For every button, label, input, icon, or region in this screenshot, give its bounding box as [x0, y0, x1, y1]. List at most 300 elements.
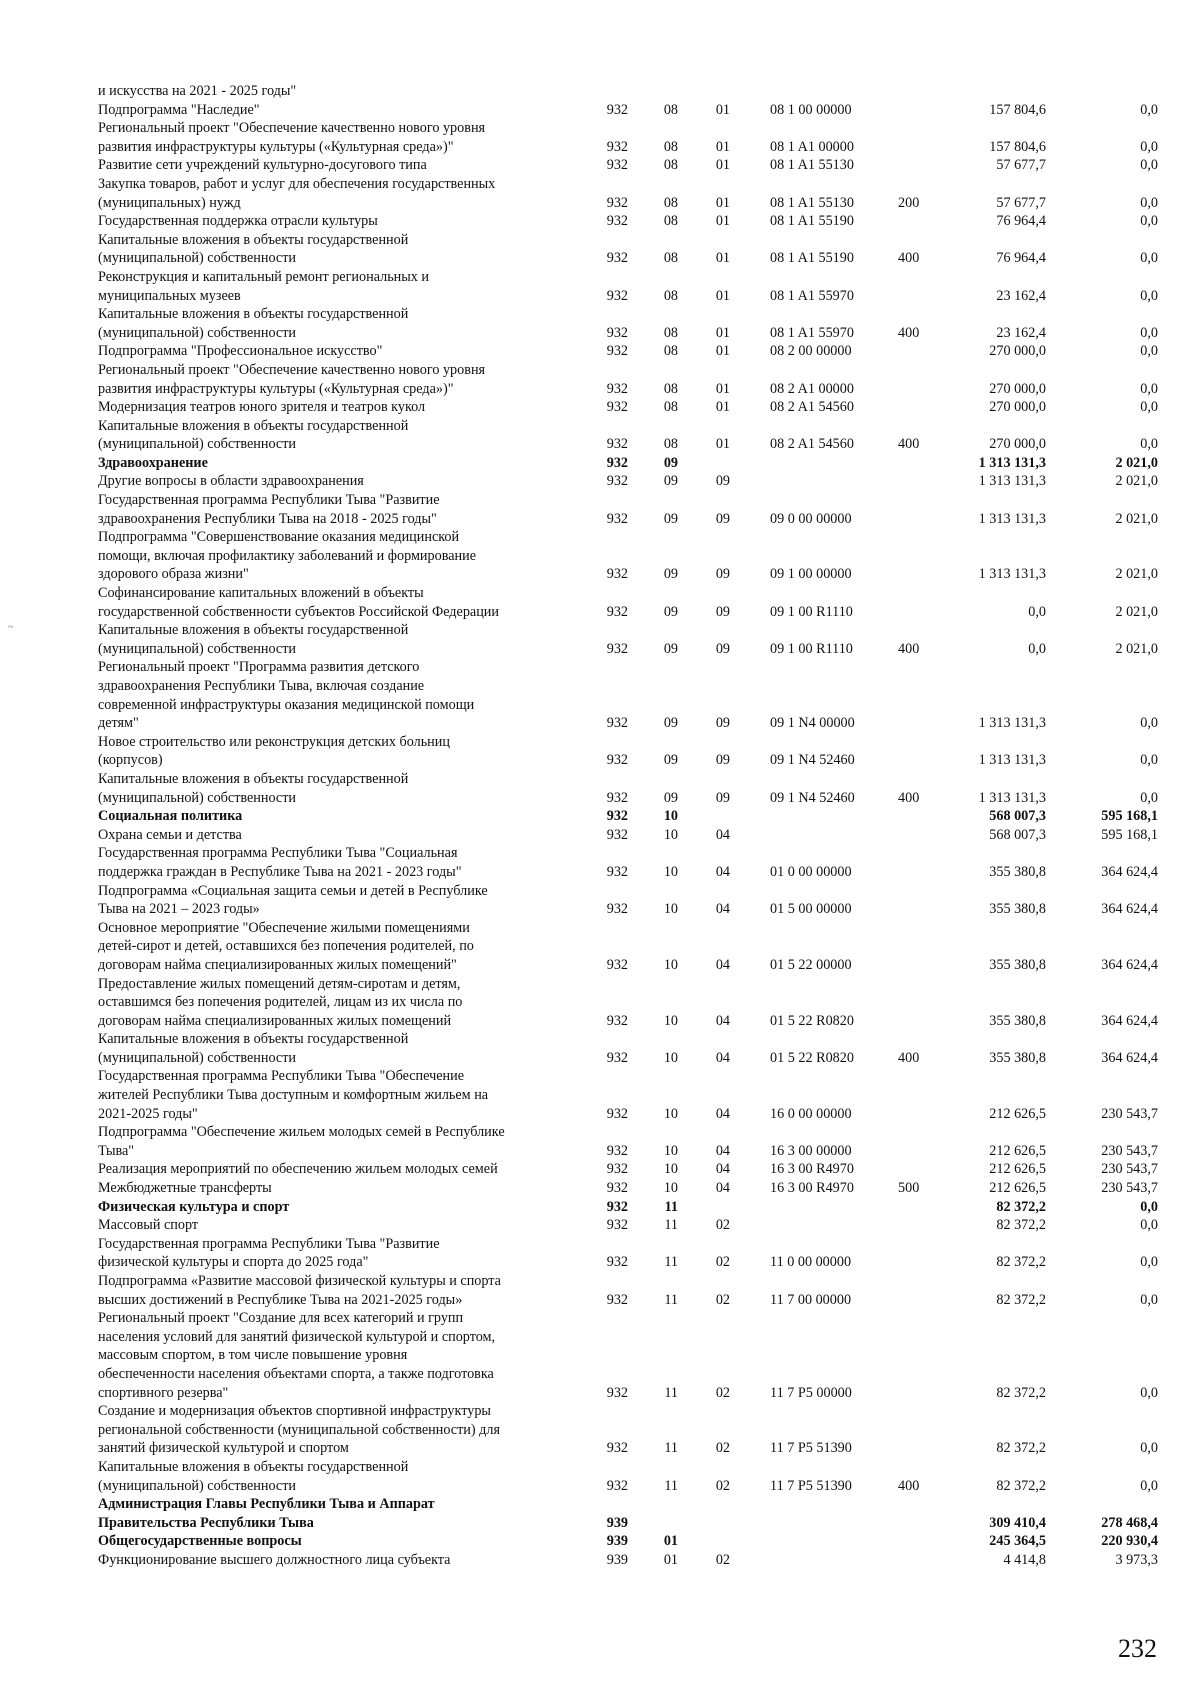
row-name: [98, 454, 578, 473]
subsection-code: 01: [715, 138, 730, 155]
row-name-line: Общегосударственные вопросы: [98, 1533, 302, 1550]
amount-year-1: 76 964,4: [996, 250, 1046, 267]
table-row: [98, 417, 1158, 454]
target-article-code: 16 3 00 00000: [770, 1142, 852, 1159]
section-code: 09: [663, 789, 678, 806]
table-row: [98, 1030, 1158, 1067]
table-row: [98, 1179, 1158, 1198]
dept-code: 939: [606, 1551, 628, 1568]
table-row: [98, 491, 1158, 528]
target-article-code: 11 7 P5 51390: [770, 1440, 852, 1457]
row-name: [98, 882, 578, 919]
dept-code: 932: [606, 138, 628, 155]
target-article-code: 09 1 00 R1110: [770, 640, 853, 657]
amount-year-2: 278 468,4: [1101, 1514, 1158, 1531]
dept-code: 932: [606, 1254, 628, 1271]
dept-code: 939: [606, 1533, 628, 1550]
amount-year-2: 0,0: [1140, 436, 1158, 453]
dept-code: 932: [606, 287, 628, 304]
table-row: [98, 1458, 1158, 1495]
row-name: [98, 305, 578, 342]
amount-year-1: 270 000,0: [989, 436, 1046, 453]
table-row: [98, 101, 1158, 120]
subsection-code: 04: [715, 1105, 730, 1122]
subsection-code: 09: [715, 752, 730, 769]
row-name-line: Софинансирование капитальных вложений в объекты: [98, 585, 424, 602]
section-code: 10: [663, 901, 678, 918]
target-article-code: 08 1 A1 00000: [770, 138, 854, 155]
section-code: 11: [664, 1440, 678, 1457]
target-article-code: 09 1 00 00000: [770, 566, 852, 583]
subsection-code: 09: [715, 715, 730, 732]
dept-code: 932: [606, 956, 628, 973]
subsection-code: 09: [715, 640, 730, 657]
row-name-line: жителей Республики Тыва доступным и комфортным жильем на: [98, 1087, 489, 1104]
row-name-line: Подпрограмма «Социальная защита семьи и детей в Республике: [98, 882, 488, 899]
table-row: [98, 361, 1158, 398]
dept-code: 932: [606, 808, 628, 825]
target-article-code: 16 3 00 R4970: [770, 1180, 854, 1197]
row-name-line: муниципальных музеев: [98, 287, 241, 304]
subsection-code: 09: [715, 473, 730, 490]
row-name: [98, 417, 578, 454]
row-name: [98, 361, 578, 398]
row-name-line: физической культуры и спорта до 2025 года": [98, 1254, 369, 1271]
section-code: 09: [663, 640, 678, 657]
row-name-line: Другие вопросы в области здравоохранения: [98, 473, 364, 490]
dept-code: 932: [606, 436, 628, 453]
amount-year-2: 364 624,4: [1101, 1049, 1158, 1066]
section-code: 10: [663, 956, 678, 973]
section-code: 09: [663, 752, 678, 769]
target-article-code: 08 1 A1 55190: [770, 213, 854, 230]
row-name: [98, 1309, 578, 1402]
row-name: [98, 1402, 578, 1458]
subsection-code: 09: [715, 510, 730, 527]
amount-year-1: 270 000,0: [989, 343, 1046, 360]
amount-year-2: 0,0: [1140, 1477, 1158, 1494]
amount-year-2: 0,0: [1140, 1217, 1158, 1234]
row-name-line: Капитальные вложения в объекты государственной: [98, 306, 409, 323]
target-article-code: 08 1 00 00000: [770, 101, 852, 118]
target-article-code: 08 1 A1 55130: [770, 194, 854, 211]
table-row: [98, 454, 1158, 473]
dept-code: 932: [606, 789, 628, 806]
section-code: 11: [664, 1291, 678, 1308]
amount-year-2: 230 543,7: [1101, 1161, 1158, 1178]
amount-year-2: 0,0: [1140, 1384, 1158, 1401]
row-name: [98, 1272, 578, 1309]
row-name: [98, 975, 578, 1031]
subsection-code: 04: [715, 1180, 730, 1197]
amount-year-2: 595 168,1: [1101, 826, 1158, 843]
row-name-line: Региональный проект "Обеспечение качественно нового уровня: [98, 120, 486, 137]
target-article-code: 09 1 00 R1110: [770, 603, 853, 620]
target-article-code: 01 5 00 00000: [770, 901, 852, 918]
table-row: [98, 528, 1158, 584]
dept-code: 932: [606, 1198, 628, 1215]
amount-year-1: 1 313 131,3: [978, 454, 1046, 471]
row-name-line: Основное мероприятие "Обеспечение жилыми помещениями: [98, 919, 470, 936]
amount-year-1: 355 380,8: [989, 863, 1046, 880]
dept-code: 932: [606, 1291, 628, 1308]
subsection-code: 02: [715, 1477, 730, 1494]
subsection-code: 04: [715, 1161, 730, 1178]
target-article-code: 01 5 22 00000: [770, 956, 852, 973]
amount-year-2: 0,0: [1140, 752, 1158, 769]
expense-type-code: 400: [898, 789, 920, 806]
row-name: [98, 175, 578, 212]
row-name: [98, 807, 578, 826]
target-article-code: 08 1 A1 55190: [770, 250, 854, 267]
amount-year-1: 1 313 131,3: [978, 510, 1046, 527]
dept-code: 932: [606, 101, 628, 118]
scan-mark: ~: [8, 622, 14, 633]
row-name-line: (муниципальной) собственности: [98, 1477, 297, 1494]
row-name-line: Подпрограмма "Профессиональное искусство": [98, 343, 383, 360]
row-name: [98, 1551, 578, 1570]
subsection-code: 01: [715, 436, 730, 453]
row-name-line: Администрация Главы Республики Тыва и Аппарат: [98, 1496, 435, 1513]
amount-year-1: 1 313 131,3: [978, 473, 1046, 490]
row-name-line: Развитие сети учреждений культурно-досугового типа: [98, 157, 427, 174]
row-name-line: Подпрограмма "Наследие": [98, 101, 260, 118]
target-article-code: 08 1 A1 55970: [770, 324, 854, 341]
table-row: [98, 1309, 1158, 1402]
row-name-line: Межбюджетные трансферты: [98, 1180, 272, 1197]
expense-type-code: 400: [898, 1477, 920, 1494]
target-article-code: 16 0 00 00000: [770, 1105, 852, 1122]
section-code: 09: [663, 603, 678, 620]
row-name-line: Подпрограмма "Обеспечение жильем молодых семей в Республике: [98, 1124, 505, 1141]
subsection-code: 04: [715, 956, 730, 973]
section-code: 09: [663, 510, 678, 527]
dept-code: 932: [606, 1477, 628, 1494]
section-code: 11: [664, 1477, 678, 1494]
row-name-line: (муниципальной) собственности: [98, 640, 297, 657]
expense-type-code: 400: [898, 250, 920, 267]
target-article-code: 11 0 00 00000: [770, 1254, 852, 1271]
amount-year-2: 0,0: [1140, 1291, 1158, 1308]
table-row: [98, 1495, 1158, 1532]
dept-code: 932: [606, 1384, 628, 1401]
dept-code: 932: [606, 1142, 628, 1159]
subsection-code: 04: [715, 1049, 730, 1066]
table-row: [98, 305, 1158, 342]
amount-year-2: 0,0: [1140, 1440, 1158, 1457]
row-name-line: Реконструкция и капитальный ремонт региональных и: [98, 268, 430, 285]
section-code: 08: [663, 324, 678, 341]
table-row: [98, 1067, 1158, 1123]
section-code: 08: [663, 287, 678, 304]
table-row: [98, 844, 1158, 881]
dept-code: 932: [606, 194, 628, 211]
subsection-code: 02: [715, 1551, 730, 1568]
row-name-line: Подпрограмма «Развитие массовой физической культуры и спорта: [98, 1273, 501, 1289]
amount-year-1: 309 410,4: [989, 1514, 1046, 1531]
section-code: 10: [663, 826, 678, 843]
table-row: [98, 398, 1158, 417]
subsection-code: 01: [715, 194, 730, 211]
row-name: [98, 212, 578, 231]
row-name: [98, 119, 578, 156]
row-name-line: Подпрограмма "Совершенствование оказания медицинской: [98, 529, 460, 546]
section-code: 08: [663, 250, 678, 267]
row-name: [98, 268, 578, 305]
row-name: [98, 231, 578, 268]
row-name-line: Правительства Республики Тыва: [98, 1514, 314, 1531]
amount-year-1: 212 626,5: [989, 1161, 1046, 1178]
row-name-line: Государственная программа Республики Тыва "Развитие: [98, 1235, 440, 1252]
amount-year-2: 595 168,1: [1101, 808, 1158, 825]
section-code: 08: [663, 194, 678, 211]
expense-type-code: 400: [898, 1049, 920, 1066]
row-name: [98, 82, 578, 101]
row-name-line: Создание и модернизация объектов спортивной инфраструктуры: [98, 1403, 491, 1420]
row-name-line: оставшимся без попечения родителей, лицам из их числа по: [98, 994, 463, 1011]
amount-year-1: 4 414,8: [1003, 1551, 1046, 1568]
amount-year-2: 230 543,7: [1101, 1180, 1158, 1197]
dept-code: 932: [606, 863, 628, 880]
row-name-line: развития инфраструктуры культуры («Культурная среда»)": [98, 138, 454, 155]
amount-year-2: 0,0: [1140, 250, 1158, 267]
amount-year-2: 0,0: [1140, 194, 1158, 211]
dept-code: 932: [606, 1217, 628, 1234]
section-code: 08: [663, 157, 678, 174]
section-code: 09: [663, 473, 678, 490]
table-row: [98, 156, 1158, 175]
subsection-code: 04: [715, 826, 730, 843]
section-code: 08: [663, 138, 678, 155]
target-article-code: 09 1 N4 52460: [770, 752, 855, 769]
dept-code: 932: [606, 399, 628, 416]
amount-year-1: 157 804,6: [989, 101, 1046, 118]
row-name-line: Модернизация театров юного зрителя и театров кукол: [98, 399, 426, 416]
amount-year-1: 82 372,2: [996, 1217, 1046, 1234]
row-name: [98, 101, 578, 120]
amount-year-2: 0,0: [1140, 157, 1158, 174]
subsection-code: 09: [715, 603, 730, 620]
row-name-line: здорового образа жизни": [98, 566, 249, 583]
amount-year-2: 2 021,0: [1115, 454, 1158, 471]
row-name-line: помощи, включая профилактику заболеваний и формирование: [98, 547, 476, 564]
row-name: [98, 770, 578, 807]
subsection-code: 01: [715, 287, 730, 304]
subsection-code: 02: [715, 1217, 730, 1234]
row-name: [98, 1458, 578, 1495]
row-name: [98, 1067, 578, 1123]
row-name-line: договорам найма специализированных жилых помещений: [98, 1012, 452, 1029]
table-row: [98, 807, 1158, 826]
amount-year-2: 2 021,0: [1115, 473, 1158, 490]
amount-year-2: 230 543,7: [1101, 1142, 1158, 1159]
table-row: [98, 919, 1158, 975]
section-code: 11: [664, 1384, 678, 1401]
row-name-line: Государственная поддержка отрасли культуры: [98, 213, 378, 230]
row-name-line: Капитальные вложения в объекты государственной: [98, 417, 409, 434]
subsection-code: 01: [715, 380, 730, 397]
section-code: 08: [663, 380, 678, 397]
page-number: 232: [1118, 1634, 1157, 1663]
table-row: [98, 1123, 1158, 1160]
section-code: 10: [663, 1105, 678, 1122]
target-article-code: 09 1 N4 00000: [770, 715, 855, 732]
row-name: [98, 1030, 578, 1067]
subsection-code: 01: [715, 399, 730, 416]
dept-code: 932: [606, 603, 628, 620]
row-name-line: Капитальные вложения в объекты государственной: [98, 770, 409, 787]
amount-year-1: 82 372,2: [996, 1291, 1046, 1308]
table-row: [98, 472, 1158, 491]
section-code: 10: [663, 863, 678, 880]
row-name-line: Капитальные вложения в объекты государственной: [98, 231, 409, 248]
table-row: [98, 342, 1158, 361]
dept-code: 932: [606, 454, 628, 471]
dept-code: 932: [606, 1440, 628, 1457]
row-name-line: поддержка граждан в Республике Тыва на 2021 - 2023 годы": [98, 863, 462, 880]
amount-year-2: 0,0: [1140, 1198, 1158, 1215]
amount-year-1: 76 964,4: [996, 213, 1046, 230]
section-code: 11: [664, 1217, 678, 1234]
table-row: [98, 584, 1158, 621]
section-code: 10: [663, 1161, 678, 1178]
section-code: 11: [664, 1198, 678, 1215]
dept-code: 932: [606, 324, 628, 341]
row-name-line: современной инфраструктуры оказания медицинской помощи: [98, 696, 475, 713]
table-row: [98, 268, 1158, 305]
target-article-code: 16 3 00 R4970: [770, 1161, 854, 1178]
dept-code: 932: [606, 826, 628, 843]
subsection-code: 04: [715, 863, 730, 880]
row-name: [98, 1495, 578, 1532]
section-code: 09: [663, 566, 678, 583]
amount-year-1: 270 000,0: [989, 399, 1046, 416]
row-name-line: Государственная программа Республики Тыва "Обеспечение: [98, 1068, 465, 1085]
amount-year-2: 0,0: [1140, 138, 1158, 155]
amount-year-1: 270 000,0: [989, 380, 1046, 397]
table-row: [98, 1235, 1158, 1272]
table-row: [98, 1532, 1158, 1551]
row-name-line: занятий физической культурой и спортом: [98, 1440, 349, 1457]
table-row: [98, 82, 1158, 101]
amount-year-1: 1 313 131,3: [978, 789, 1046, 806]
subsection-code: 01: [715, 250, 730, 267]
row-name-line: (муниципальной) собственности: [98, 789, 297, 806]
row-name-line: Капитальные вложения в объекты государственной: [98, 1458, 409, 1475]
row-name-line: (муниципальной) собственности: [98, 250, 297, 267]
row-name-line: (муниципальной) собственности: [98, 324, 297, 341]
target-article-code: 08 2 00 00000: [770, 343, 852, 360]
expense-type-code: 400: [898, 324, 920, 341]
amount-year-2: 2 021,0: [1115, 510, 1158, 527]
amount-year-2: 220 930,4: [1101, 1533, 1158, 1550]
table-row: [98, 1272, 1158, 1309]
subsection-code: 09: [715, 789, 730, 806]
row-name: [98, 1198, 578, 1217]
target-article-code: 08 2 A1 54560: [770, 436, 854, 453]
row-name-line: Предоставление жилых помещений детям-сиротам и детям,: [98, 975, 461, 992]
amount-year-1: 23 162,4: [996, 324, 1046, 341]
row-name: [98, 1123, 578, 1160]
amount-year-1: 23 162,4: [996, 287, 1046, 304]
row-name: [98, 733, 578, 770]
table-row: [98, 975, 1158, 1031]
amount-year-1: 212 626,5: [989, 1180, 1046, 1197]
amount-year-2: 3 973,3: [1115, 1551, 1158, 1568]
amount-year-1: 1 313 131,3: [978, 715, 1046, 732]
row-name-line: развития инфраструктуры культуры («Культурная среда»)": [98, 380, 454, 397]
dept-code: 932: [606, 250, 628, 267]
target-article-code: 08 2 A1 54560: [770, 399, 854, 416]
amount-year-1: 568 007,3: [989, 808, 1046, 825]
amount-year-2: 2 021,0: [1115, 566, 1158, 583]
row-name-line: Капитальные вложения в объекты государственной: [98, 1031, 409, 1048]
table-row: [98, 119, 1158, 156]
section-code: 01: [663, 1551, 678, 1568]
row-name-line: детей-сирот и детей, оставшихся без попечения родителей, по: [98, 938, 474, 955]
row-name-line: обеспеченности населения объектами спорта, а также подготовка: [98, 1365, 494, 1382]
dept-code: 932: [606, 157, 628, 174]
dept-code: 932: [606, 213, 628, 230]
amount-year-2: 0,0: [1140, 1254, 1158, 1271]
row-name-line: спортивного резерва": [98, 1384, 229, 1401]
subsection-code: 02: [715, 1254, 730, 1271]
dept-code: 932: [606, 380, 628, 397]
dept-code: 932: [606, 510, 628, 527]
target-article-code: 08 1 A1 55130: [770, 157, 854, 174]
row-name-line: населения условий для занятий физической культурой и спортом,: [98, 1328, 496, 1345]
row-name-line: Тыва": [98, 1142, 135, 1159]
section-code: 08: [663, 436, 678, 453]
expense-type-code: 500: [898, 1180, 920, 1197]
subsection-code: 04: [715, 901, 730, 918]
dept-code: 932: [606, 343, 628, 360]
table-row: [98, 1216, 1158, 1235]
subsection-code: 09: [715, 566, 730, 583]
amount-year-1: 57 677,7: [996, 194, 1046, 211]
row-name: [98, 826, 578, 845]
row-name: [98, 1532, 578, 1551]
subsection-code: 01: [715, 101, 730, 118]
row-name: [98, 398, 578, 417]
amount-year-1: 212 626,5: [989, 1142, 1046, 1159]
row-name-line: Физическая культура и спорт: [98, 1198, 290, 1215]
amount-year-2: 0,0: [1140, 101, 1158, 118]
table-row: [98, 882, 1158, 919]
row-name-line: Массовый спорт: [98, 1217, 199, 1234]
expense-type-code: 200: [898, 194, 920, 211]
subsection-code: 04: [715, 1012, 730, 1029]
row-name-line: (муниципальных) нужд: [98, 194, 241, 211]
dept-code: 932: [606, 1012, 628, 1029]
table-row: [98, 658, 1158, 732]
row-name: [98, 528, 578, 584]
row-name: [98, 156, 578, 175]
row-name-line: и искусства на 2021 - 2025 годы": [98, 83, 297, 99]
section-code: 11: [664, 1254, 678, 1271]
amount-year-2: 0,0: [1140, 789, 1158, 806]
row-name-line: государственной собственности субъектов Российской Федерации: [98, 603, 499, 620]
dept-code: 932: [606, 566, 628, 583]
row-name-line: высших достижений в Республике Тыва на 2021-2025 годы»: [98, 1291, 463, 1308]
amount-year-1: 212 626,5: [989, 1105, 1046, 1122]
dept-code: 932: [606, 1049, 628, 1066]
target-article-code: 11 7 P5 00000: [770, 1384, 852, 1401]
row-name: [98, 621, 578, 658]
table-row: [98, 1160, 1158, 1179]
amount-year-1: 568 007,3: [989, 826, 1046, 843]
row-name-line: здравоохранения Республики Тыва, включая создание: [98, 678, 425, 694]
